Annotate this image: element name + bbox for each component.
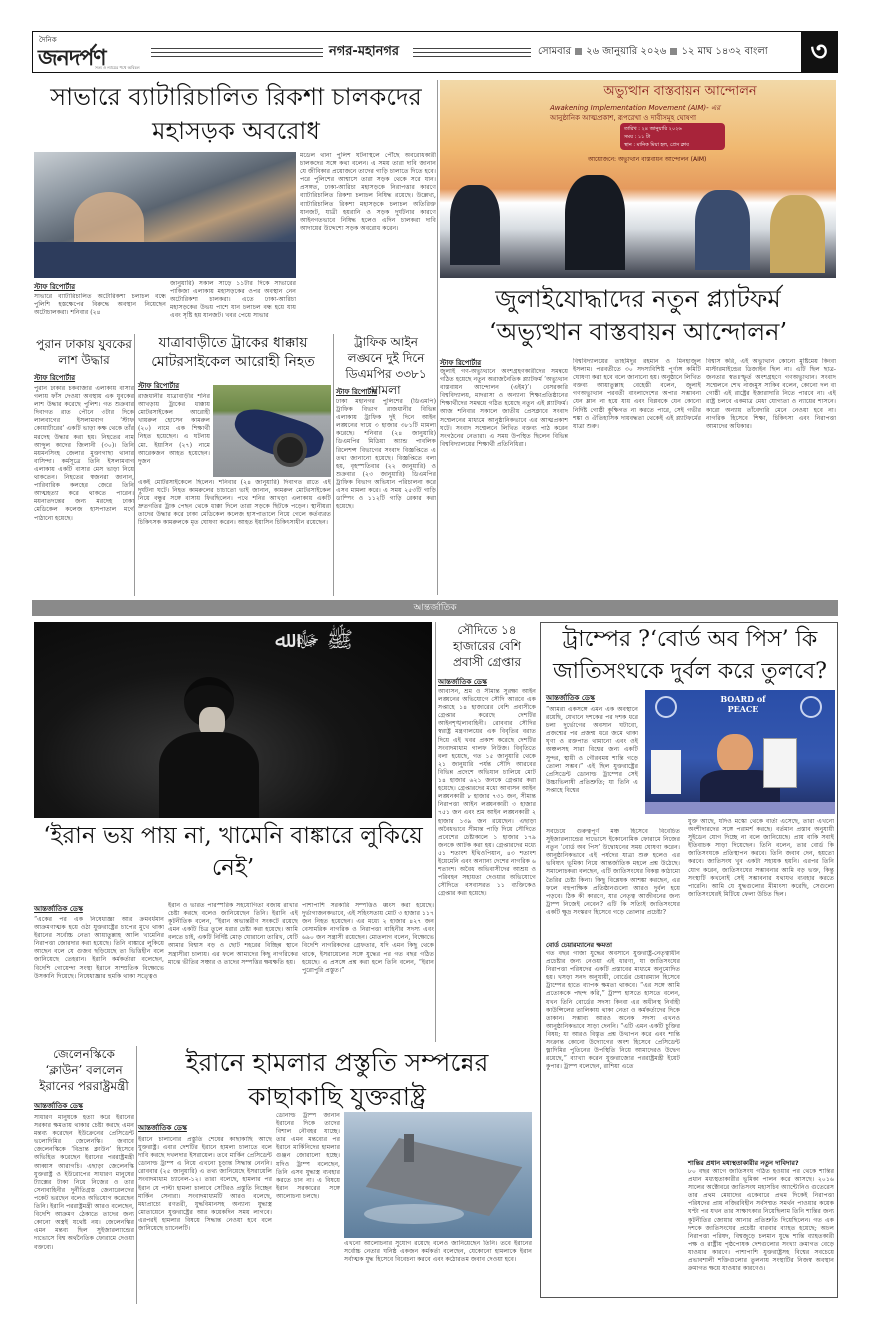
date-line: [538, 44, 768, 61]
board-of-peace-logo: BOARD of PEACE: [720, 694, 766, 714]
stage-banner: [645, 802, 835, 814]
column-divider: [134, 334, 135, 596]
puran-dhaka-headline[interactable]: পুরান ঢাকায় যুবকের লাশ উদ্ধার: [36, 337, 132, 367]
trump-body-col1-b: গত বছর গাজা যুদ্ধের অবসানে যুক্তরাষ্ট্র-নেতৃত্বাধীন প্রচেষ্টার জন্য নেওয়া এই ধারণা, যা জাতিসংঘের নিরাপত্তা পরিষদের একটি প্রস্তাবের মাধ্যমে অনুমোদিত হয়। খসড়া সনদ অনুযায়ী, বোর্ডের চেয়ারম্যান হিসেবে ট্রাম্পের হাতে ব্যাপক ক্ষমতা থাকবে। “এর সঙ্গে আমি প্রত্যেককে পছন্দ করি,” ট্রাম্প হাসতে হাসতে বলেন, যখন তিনি বোর্ডের সদস্য কিংবা এর অধীনস্থ নির্বাহী কাউন্সিলের তালিকায় থাকা নেতা ও কর্মকর্তাদের দিকে তাকান। সম্ভাব্য আরও অনেক সদস্য এখনও আনুষ্ঠানিকভাবে সাড়া দেননি। “এটি এমন একটি চুক্তির বিষয়; যা আরও বিস্তৃত প্রশ্ন উত্থাপন করে এবং শান্তি সংক্রান্ত কোনো উদ্যোগের অংশ হিসেবে প্রেসিডেন্ট ভ্লাদিমির পুতিনের উপস্থিতি নিয়ে আমাদেরও উদ্বেগ রয়েছে,” ব্যাখ্যা করেন যুক্তরাজ্যের পররাষ্ট্রমন্ত্রী ইয়েট কুপার। ট্রাম্প বলেছেন, রাশিয়া এতে: [546, 950, 680, 1071]
speaker-silhouette: [450, 185, 500, 265]
date-bangla: ১২ মাঘ ১৪৩২ বাংলা: [681, 46, 768, 57]
motorcycle-wheel: [273, 433, 307, 467]
masthead: [32, 31, 838, 73]
jatrabari-byline: স্টাফ রিপোর্টার: [138, 382, 180, 390]
savar-protest-photo: [34, 152, 296, 278]
seal-icon: [655, 696, 677, 718]
banner-date: তারিখ : ২৪ জানুয়ারি ২০২৬: [624, 126, 682, 132]
aim-body-col2: বিশ্ববিদ্যালয়ের তাহমিদুর রহমান ও মিনহাজুল ইসলাম। পরবর্তীতে ৩০ সদস্যবিশিষ্ট পূর্ণাঙ্গ কমিটি ঘোষণা করা হবে বলে জানানো হয়। অনুষ্ঠানে লিখিত বক্তব্য আয়াতুল্লাহ বেহেস্তী বলেন, জুলাই গণঅভ্যুত্থান পরবর্তী বাংলাদেশের অপার সম্ভাবনা যেন ম্লান না হয়ে যায় এবং বিপ্লবকে যেন কোনো নির্দিষ্ট গোষ্ঠী কুক্ষিগত না করতে পারে, সেই গভীর শঙ্কা ও ঐতিহাসিক দায়বদ্ধতা থেকেই এই প্ল্যাটফর্মের যাত্রা শুরু।: [573, 358, 701, 430]
logo-prefix: দৈনিক: [39, 36, 57, 44]
jatrabari-body-bottom: একই মোটরসাইকেলে ছিলেন। শনিবার (২৪ জানুয়ারি) দিবাগত রাতে এই দুর্ঘটনা ঘটে। নিহত কামরুলের চাচাতো ভাই জানান, কামরুল মোটরসাইকেল নিয়ে বন্ধুর সঙ্গে বাসায় ফিরছিলেন। পথে শনির আখড়া এলাকায় একটি দ্রুতগতির ট্রাক পেছন থেকে ধাক্কা দিলে তারা সড়কে ছিটকে পড়েন। স্থানীয়রা তাদের উদ্ধার করে ঢাকা মেডিকেল কলেজ হাসপাতালে নিয়ে গেলে কর্তব্যরত চিকিৎসক কামরুলকে মৃত ঘোষণা করেন। আহত ইয়াসিন চিকিৎসাধীন রয়েছেন।: [138, 479, 331, 527]
trump-body-col2-b: ৮০ বছর আগে জাতিসংঘ গঠিত হওয়ার পর থেকে শান্তির প্রধান মধ্যস্থতাকারীর ভূমিকা পালন করে আসছে। ২০১৬ সালের অক্টোবরে জাতিসংঘ মহাসচিব অ্যান্টোনিও গুতেরেস তার প্রথম মেয়াদের একেবারে প্রথম দিকেই নিরাপত্তা পরিষদের প্রায় নজিরবিহীন সর্বসম্মত সমর্থন পাওয়ার কয়েক ঘণ্টা পর যখন তার সাক্ষাৎকার নিয়েছিলাম তিনি শান্তির জন্য কূটনীতির জোয়ার আনার প্রতিশ্রুতি দিয়েছিলেন। গত এক দশকে জাতিসংঘের প্রচেষ্টা বারবার ব্যাহত হয়েছে; অচল নিরাপত্তা পরিষদ, বিশ্বজুড়ে চলমান যুদ্ধে শান্তি ব্যাহতকারী পক্ষ ও রাষ্ট্রীয় পৃষ্ঠপোষক দেশগুলোর সংখ্যা ক্রমাগত বেড়ে যাওয়ার কারণে। পাশাপাশি যুক্তরাষ্ট্রসহ বিশ্বের সবচেয়ে প্রভাবশালী শক্তিগুলোর তুলনায় সংস্থাটির নিজস্ব অবস্থান ক্রমাগত ক্ষয়ে যাওয়ার কারণেও।: [688, 1168, 834, 1273]
aim-headline-line1: জুলাইযোদ্ধাদের নতুন প্ল্যাটফর্ম: [495, 285, 781, 313]
page-number: ৩: [801, 32, 837, 72]
banner-english: Awakening Implementation Movement (AIM)- এর: [550, 104, 721, 112]
column-divider: [437, 80, 438, 595]
puran-dhaka-body: পুরান ঢাকার চকবাজার এলাকায় বাসার গলায় ফাঁস দেওয়া অবস্থায় এক যুবকের লাশ উদ্ধার করেছে পুলিশ। গত শুক্রবার দিবাগত রাত পৌনে ৩টার দিকে লালবাগের ইসলামবাগ ‘স্টাফ কোয়ার্টারের’ একটি ভাড়া কক্ষ থেকে তাঁর মরদেহ উদ্ধার করা হয়। নিহতের নাম আব্দুল কাদের জিলানী (৩০)। তিনি ময়মনসিংহ জেলার মুক্তাগাছা থানার বাসিন্দা। কর্মসূত্রে তিনি ইসলামবাগ এলাকায় একটি বাসার মেস ভাড়া নিয়ে থাকতেন। নিহতের স্বজনরা জানান, পারিবারিক কলহের জেরে তিনি আত্মহত্যা করে থাকতে পারেন। ময়নাতদন্তের জন্য মরদেহ ঢাকা মেডিকেল কলেজ হাসপাতাল মর্গে পাঠানো হয়েছে।: [34, 385, 134, 522]
aim-body-col3: বিশ্বাস করি, এই অভ্যুত্থান কোনো মুষ্টিমেয় কিংবা মাস্টারমাইন্ডের ডিজাইন ছিল না। এটি ছিল ছাত্র-জনতার স্বতঃস্ফূর্ত অংশগ্রহণে গণঅভ্যুত্থান। সংবাদ সম্মেলনে শেখ নাজমুস সাকিব বলেন, কোনো দল বা গোষ্ঠী এই রাষ্ট্রের ইজারাদারি নিতে পারবে না। এই রাষ্ট্র চলবে একমাত্র মেধা যোগ্যতা ও ন্যায়ের শাসনে। কারো অন্যায় তাঁবেদারি মেনে নেওয়া হবে না। নাগরিক হিসেবে শিক্ষা, চিকিৎসা এবং নিরাপত্তা আমাদের অধিকার।: [706, 358, 836, 430]
trump-body-col1: সবচেয়ে গুরুত্বপূর্ণ মঞ্চ হিসেবে বিবেচিত সুইজারল্যান্ডের দাভোসে ইকোনোমিক ফোরামে নিজের নতুন ‘বোর্ড অব পিস’ উদ্বোধনের সময় ঘোষণা করেন। আনুষ্ঠানিকভাবে এই পর্ষদের যাত্রা শুরু হলেও এর ভবিষ্যৎ ভূমিকা নিয়ে আন্তর্জাতিক মহলে প্রশ্ন উঠেছে। সমালোচকরা বলছেন, এটি জাতিসংঘের বিকল্প কাঠামো তৈরির চেষ্টা কিনা। কিছু বিশ্লেষক আশঙ্কা করছেন, এর ফলে বহুপাক্ষিক প্রতিষ্ঠানগুলো আরও দুর্বল হয়ে পড়বে। ঠিক কী কারণে, যার নেতৃত্ব আজীবনের জন্য ট্রাম্প নিজেই নেবেন? এটি কি সত্যিই জাতিসংঘের একটি ক্ষুদ্র সংস্করণ হিসেবে গড়ে তোলার প্রচেষ্টা?: [546, 828, 680, 916]
iran-attack-body-col2: ডোনাল্ড ট্রাম্প জানান ইরানের দিকে তাদের বিশাল নৌবহর যাচ্ছে। তার এমন মন্তব্যের পর ইরানে মার্কিনিদের হামলার গুঞ্জন জোরালো হচ্ছে। যদিও ট্রাম্প বলেছেন, তিনি এসব যুদ্ধাস্ত্র ব্যবহার করতে চান না। এ বিষয়ে ইরান সরকারের সঙ্গে আলোচনা চলছে।: [276, 1112, 340, 1200]
khamenei-photo: [34, 622, 432, 818]
puran-dhaka-byline: স্টাফ রিপোর্টার: [34, 374, 76, 382]
section-bar-international: আন্তর্জাতিক: [32, 600, 838, 616]
column-divider: [333, 334, 334, 596]
separator-square-icon: [575, 48, 582, 55]
khamenei-headline[interactable]: ‘ইরান ভয় পায় না, খামেনি বাঙ্কারে লুকিয়ে নেই’: [43, 823, 423, 881]
jatrabari-headline[interactable]: যাত্রাবাড়ীতে ট্রাকের ধাক্কায় মোটরসাইকেল আরোহী নিহত: [151, 335, 315, 370]
motorcycle-accident-photo: [213, 385, 331, 477]
board-of-peace-photo: [645, 690, 835, 814]
zelensky-byline: আন্তর্জাতিক ডেস্ক: [34, 1102, 83, 1110]
document: [651, 750, 681, 794]
trump-body-col1-top: “আমরা একসঙ্গে এমন এক অবস্থানে রয়েছি, যেখানে দশকের পর দশক ধরে চলা দুর্ভোগের অবসান ঘটাবো, প্রজন্মের পর প্রজন্ম ধরে জমে থাকা ঘৃণা ও রক্তপাত থামানো এবং ওই অঞ্চলসহ সারা বিশ্বের জন্য একটি সুন্দর, স্থায়ী ও গৌরবময় শান্তি গড়ে তোলা সম্ভব।” এই ছিল যুক্তরাষ্ট্রের প্রেসিডেন্ট ডোনাল্ড ট্রাম্পের সেই উচ্চাভিলাষী প্রতিশ্রুতি; যা তিনি এ সপ্তাহে বিশ্বের: [546, 706, 638, 794]
khamenei-body-col3: পাশাপাশি সরকারি সম্পত্তিও ধ্বংস করা হয়েছে। দুর্ভাগ্যজনকভাবে, এই সহিংসতায় মোট ৩ হাজার ১১৭ জন নিহত হয়েছেন। এর মধ্যে ২ হাজার ৪২৭ জন বেসামরিক নাগরিক ও নিরাপত্তা বাহিনীর সদস্য এবং ৬৯০ জন সন্ত্রাসী রয়েছেন। মোতলাগ বলেন, বিক্ষোভে বিদেশি নাগরিকদের গ্রেফতার, যদি এমন কিছু থেকে থাকে, ইসরায়েলের সঙ্গে যুদ্ধের পর গত বছর গঠিত হয়েছে। এ প্রসঙ্গে প্রশ্ন করা হলে তিনি বলেন, “ইরান পুরোপুরি প্রস্তুত।”: [302, 902, 434, 974]
zelensky-headline[interactable]: জেলেনস্কিকে ‘ক্লাউন’ বললেন ইরানের পররাষ্ট্রমন্ত্রী: [39, 1047, 129, 1093]
traffic-body: ঢাকা মহানগর পুলিশের (ডিএমপি) ট্রাফিক বিভাগ রাজধানীর বিভিন্ন এলাকায় ট্রাফিক দুই দিনে আইন লঙ্ঘনের দায়ে ৩ হাজার ৩৮১টি মামলা করেছে। শনিবার (২৪ জানুয়ারি) ডিএমপির মিডিয়া অ্যান্ড পাবলিক রিলেশন্স বিভাগের সংবাদ বিজ্ঞপ্তিতে এ তথ্য জানানো হয়েছে। বিজ্ঞপ্তিতে বলা হয়, বৃহস্পতিবার (২২ জানুয়ারি) ও শুক্রবার (২৩ জানুয়ারি) ডিএমপির ট্রাফিক বিভাগ অভিযান পরিচালনা করে এসব মামলা করে। এ সময় ২৫৩টি গাড়ি ডাম্পিং ও ১১২টি গাড়ি রেকার করা হয়েছে।: [336, 398, 436, 511]
date-gregorian: ২৬ জানুয়ারি ২০২৬: [586, 46, 667, 57]
speaker-silhouette: [770, 195, 825, 273]
banner-info-box: [620, 123, 725, 150]
savar-body-col3: মডেল থানা পুলিশ ঘটনাস্থলে পৌঁছে অবরোধকারী চালকদের সঙ্গে কথা বলেন। এ সময় তারা দাবি জানান যে জীবিকার প্রয়োজনে তাদের গাড়ি চালাতে দিতে হবে। পরে পুলিশের আশ্বাসে তারা সড়ক থেকে সরে যান। প্রসঙ্গত, ঢাকা-আরিচা মহাসড়কে নিরাপত্তার কারণে ব্যাটারিচালিত রিকশা চলাচল নিষিদ্ধ রয়েছে। উল্লেখ্য, ব্যাটারিচালিত রিকশা মহাসড়কে চলাচল অতিরিক্ত যানজট, যাত্রী হয়রানি ও সড়ক দুর্ঘটনার কারণে আইনগতভাবে নিষিদ্ধ হলেও এদিন চালকরা দাবি আদায়ের উদ্দেশ্যে সড়ক অবরোধ করেন।: [300, 152, 436, 232]
separator-square-icon: [670, 48, 677, 55]
aircraft-carrier-photo: [344, 1112, 532, 1238]
savar-headline[interactable]: সাভারে ব্যাটারিচালিত রিকশা চালকদের মহাসড়ক অবরোধ: [50, 83, 422, 145]
banner-subtitle: আনুষ্ঠানিক আত্মপ্রকাশ, রূপরেখা ও দাবীসমূহ ঘোষণা: [550, 114, 696, 122]
column-divider: [136, 1046, 137, 1304]
decorative-rules: [151, 46, 323, 60]
trump-subhead-chairman: বোর্ড চেয়ারম্যানের ক্ষমতা: [546, 941, 612, 949]
calligraphy-banner-icon: ﷺ ﷻ ﷲ: [274, 628, 354, 653]
speaker-silhouette: [695, 190, 750, 270]
trump-byline: আন্তর্জাতিক ডেস্ক: [546, 694, 595, 702]
saudi-byline: আন্তর্জাতিক ডেস্ক: [438, 678, 487, 686]
khamenei-byline: আন্তর্জাতিক ডেস্ক: [34, 905, 83, 913]
wake: [364, 1204, 464, 1224]
banner-organizer: আয়োজনে: অভ্যুত্থান বাস্তবায়ন আন্দোলন (AIM): [588, 156, 707, 163]
traffic-headline[interactable]: ট্রাফিক আইন লঙ্ঘনে দুই দিনে ডিএমপির ৩৩৮১ মামলা: [345, 335, 427, 397]
seal-icon: [800, 696, 822, 718]
trump-face: [717, 734, 753, 774]
khamenei-body-col2: ইরান ও ভারত পারস্পরিক সহযোগিতা বজায় রাখার চেষ্টা করছে বলেও জানিয়েছেন তিনি। ইরানি এই কূটনীতিক বলেন, “ইরান অভ্যন্তরীণ সংকটে রয়েছে এমন একটি চিত্র তুলে ধরার চেষ্টা করা হয়েছে। আমি বলতে চাই, একটি নির্দিষ্ট মোড় ঘোরানো তারিখ, যেটি আমার বিশ্বাস বড় ও ছোট শহরের বিচ্ছিন্ন স্থানে সন্ত্রাসীরা চালায়। এর ফলে আমাদের কিছু নাগরিকের মাঝে ভীতির সঞ্চার ও তাদের সম্পত্তির ক্ষয়ক্ষতি হয়।: [168, 902, 298, 966]
iran-attack-body-col1: ইরানে চালানোর প্রস্তুতি শেষের কাছাকাছি আছে যুক্তরাষ্ট্র। এবার দেশটির ইরানে হামলা চালাতে বলে দাবি করছে দখলদার ইসরায়েল। তবে মার্কিন প্রেসিডেন্ট ডোনাল্ড ট্রাম্প এ নিয়ে এখনো চূড়ান্ত সিদ্ধান্ত নেননি। রোববার (২৫ জানুয়ারি) এ তথ্য জানিয়েছে ইসরায়েলি সংবাদমাধ্যম চ্যানেল-১২। তারা বলেছে, হামলার পর ইরান যে পাল্টা হামলা চালাবে সেটিরও প্রস্তুতি নিচ্ছেন মার্কিন সেনারা। সংবাদমাধ্যমটি আরও বলেছে, মধ্যপ্রাচ্যে রণতরী, যুদ্ধবিমানসহ অন্যান্য যুদ্ধাস্ত্র মোতায়েনে যুক্তরাষ্ট্রের আর কয়েকদিন সময় লাগবে। এরপরই হামলার বিষয়ে সিদ্ধান্ত নেওয়া হবে বলে জানিয়েছে চ্যানেলটি।: [138, 1136, 272, 1233]
aim-byline: স্টাফ রিপোর্টার: [440, 359, 482, 367]
savar-body-col2: জানুয়ারি) সকাল সাড়ে ১১টার দিকে সাভারের পাকিজা এলাকায় মহাসড়কের ওপর অবস্থান নেন অটোরিকশা চালকরা। এতে ঢাকা-আরিচা মহাসড়কের উভয় পাশে যান চলাচল বন্ধ হয়ে যায় এবং সৃষ্টি হয় যানজট। খবর পেয়ে সাভার: [170, 280, 296, 320]
savar-byline: স্টাফ রিপোর্টার: [34, 283, 76, 291]
khamenei-body-col1: “একের পর এক নিষেধাজ্ঞা আর ক্রমবর্ধমান আক্রমণাত্মক হয়ে ওঠা যুক্তরাষ্ট্রের চাপের মুখে থাকা ইরানের সর্বোচ্চ নেতা আয়াতুল্লাহ আলি খামেনির নিরাপত্তা জোরদার করা হয়েছে। তিনি বাঙ্কারে লুকিয়ে আছেন বলে যে গুজব ছড়িয়েছে তা ভিত্তিহীন বলে জানিয়েছে তেহরান। ইরানি কর্মকর্তারা বলেছেন, বিদেশি গোয়েন্দা সংস্থা ইরানে সাম্প্রতিক বিক্ষোভে উসকানি দিয়েছে। নিষেধাজ্ঞার হুমকি থাকা সত্ত্বেও: [34, 916, 164, 980]
zelensky-body: সাধারণ মানুষকে হত্যা করে ইরানের সরকার ক্ষমতায় থাকার চেষ্টা করছে এমন মন্তব্য করেছেন ইউক্রেনের প্রেসিডেন্ট ভলোদিমির জেলেনস্কি। জবাবে জেলেনস্কিকে ‘বিভ্রান্ত ক্লাউন’ হিসেবে অভিহিত করেছেন ইরানের পররাষ্ট্রমন্ত্রী আব্বাস আরাগচি। এছাড়া জেলেনস্কি যুক্তরাষ্ট্র ও ইউরোপের সাধারণ মানুষের ট্যাক্সের টাকা নিয়ে নিজের ও তার সেনাবাহিনীর দুর্নীতিগ্রস্ত জেনারেলদের পকেট ভরছেন বলেও অভিযোগ করেছেন তিনি। ইরানি পররাষ্ট্রমন্ত্রী আরও বলেছেন, বিদেশি আক্রমণ ঠেকাতে তাদের জন্য কোনো অস্ত্রই যথেষ্ট নয়। জেলেনস্কির এমন মন্তব্য ছিল সুইজারল্যান্ডের দাভোসে বিশ্ব অর্থনৈতিক ফোরামে দেওয়া বক্তব্যে।: [34, 1114, 134, 1251]
decorative-rules: [413, 46, 531, 60]
carrier-tower: [404, 1134, 414, 1162]
savar-body-col1: সাভারে ব্যাটারিচালিত অটোরিকশা চলাচল বন্ধে পুলিশি হস্তক্ষেপের বিরুদ্ধে অবস্থান নিয়েছেন অটোচালকরা। শনিবার (২৪: [34, 293, 166, 317]
robe-silhouette: [159, 732, 259, 818]
banner-place: স্থান : মানিক মিয়া হল, প্রেস ক্লাব: [624, 142, 689, 148]
trump-subhead-mediator: শান্তির প্রধান মধ্যস্থতাকারীর নতুন দাবিদার?: [688, 1159, 799, 1167]
traffic-byline: স্টাফ রিপোর্টার: [336, 388, 378, 396]
aim-body-col1: জুলাই গণ-অভ্যুত্থানে অংশগ্রহণকারীদের সমন্বয়ে গঠিত হয়েছে নতুন অরাজনৈতিক প্ল্যাটফর্ম ‘অভ্যুত্থান বাস্তবায়ন আন্দোলন (এইম)’। বেসরকারি বিশ্ববিদ্যালয়, মাদরাসা ও অন্যান্য শিক্ষাপ্রতিষ্ঠানের শিক্ষার্থীদের সমন্বয়ে গঠিত হয়েছে নতুন এই প্ল্যাটফর্ম। আজ শনিবার সকালে জাতীয় প্রেসক্লাবে সংবাদ সম্মেলনের মাধ্যমে আনুষ্ঠানিকভাবে এর আত্মপ্রকাশ ঘটে। সংবাদ সম্মেলনে লিখিত বক্তব্য পাঠ করেন সংগঠনের নেতারা। এ সময় উপস্থিত ছিলেন বিভিন্ন বিশ্ববিদ্যালয়ের শিক্ষার্থী প্রতিনিধিরা।: [440, 368, 568, 448]
saudi-headline[interactable]: সৌদিতে ১৪ হাজারের বেশি প্রবাসী গ্রেপ্তার: [452, 623, 522, 669]
trump-body-col2: যুক্ত আছে, যদিও মস্কো থেকে বার্তা এসেছে, তারা এখনো অংশীদারদের সঙ্গে পরামর্শ করছে। বর্তমান প্রস্তাব অনুযায়ী সুইডেন যোগ দিচ্ছে না বলে জানিয়েছে। প্রায় বাকি সবাই ইতিবাচক সাড়া দিয়েছেন। তিনি বলেন, তার বোর্ড কি জাতিসংঘকে প্রতিস্থাপন করবে। তিনি জবাব দেন, হয়তো করবে। জাতিসংঘ খুব একটা সহায়ক হয়নি। এরপর তিনি যোগ করেন, জাতিসংঘের সম্ভাবনার আমি বড় ভক্ত, কিন্তু সংস্থাটি কখনোই সেই সম্ভাবনার যথাযথ ব্যবহার করতে পারেনি। আমি যে যুদ্ধগুলোর মীমাংসা করেছি, সেগুলো জাতিসংঘেরই মিটিয়ে ফেলা উচিত ছিল।: [688, 818, 834, 898]
newspaper-logo[interactable]: জনদর্পণ: [38, 45, 106, 71]
trump-headline[interactable]: ট্রাম্পের ?‘বোর্ড অব পিস’ কি জাতিসংঘকে দুর্বল করে তুলবে?: [553, 627, 827, 684]
section-title: নগর-মহানগর: [329, 44, 400, 59]
aim-headline[interactable]: [440, 283, 836, 349]
jatrabari-body-col1: রাজধানীর যাত্রাবাড়ীর শনির আখড়ায় ট্রাকের ধাক্কায় মোটরসাইকেল আরোহী খায়রুল হোসেন কামরুল (২০) নামে এক শিক্ষার্থী নিহত হয়েছেন। এ ঘটনায় মো. ইয়াসিন (২৭) নামে আরেকজন আহত হয়েছেন। দুজন: [138, 393, 210, 465]
iran-attack-headline[interactable]: ইরানে হামলার প্রস্তুতি সম্পন্নের কাছাকাছি যুক্তরাষ্ট্র: [185, 1048, 489, 1111]
logo-tagline: সত্য ও ন্যায়ের পথে অবিচল: [95, 65, 140, 70]
signed-document: [763, 738, 797, 788]
iran-attack-body-bottom: এখনো আলোচনার সুযোগ রয়েছে বলেও জানিয়েছেন তিনি। তবে ইরানের সর্বোচ্চ নেতার ঘনিষ্ঠ একজন কর্মকর্তা বলেছেন, যেকোনো হামলাকে ইরান সর্বাত্মক যুদ্ধ হিসেবে বিবেচনা করবে এবং কঠোরতম জবাব দেওয়া হবে।: [344, 1240, 532, 1264]
column-divider: [435, 622, 436, 1042]
banner-title: অভ্যুত্থান বাস্তবায়ন আন্দোলন: [603, 84, 757, 99]
saudi-body: আবাসন, শ্রম ও সীমান্ত সুরক্ষা আইন লঙ্ঘনের অভিযোগে সৌদি আরবে এক সপ্তাহে ১৪ হাজারের বেশি প্রবাসীকে গ্রেপ্তার করেছে দেশটির আইনশৃঙ্খলাবাহিনী। রোববার সৌদির স্বরাষ্ট্র মন্ত্রণালয়ের এক বিবৃতির বরাত দিয়ে এই খবর প্রকাশ করেছে দেশটির সংবাদমাধ্যম গালফ নিউজ। বিবৃতিতে বলা হয়েছে, গত ১৫ জানুয়ারি থেকে ২১ জানুয়ারি পর্যন্ত সৌদি আরবের বিভিন্ন প্রদেশে অভিযান চালিয়ে মোট ১৪ হাজার ৬২১ জনকে গ্রেপ্তার করা হয়েছে। গ্রেপ্তারদের মধ্যে আবাসন আইন লঙ্ঘনকারী ৮ হাজার ৭৩১ জন, সীমান্ত নিরাপত্তা আইন লঙ্ঘনকারী ৩ হাজার ৭৫১ জন এবং শ্রম আইন লঙ্ঘনকারী ২ হাজার ১৩৯ জন রয়েছেন। এছাড়া অবৈধভাবে সীমান্ত পাড়ি দিয়ে সৌদিতে প্রবেশের চেষ্টাকালে ১ হাজার ১৭৯ জনকে আটক করা হয়। গ্রেপ্তারদের মধ্যে ৫১ শতাংশ ইথিওপিয়ান, ৪৩ শতাংশ ইয়েমেনি এবং অন্যান্য দেশের নাগরিক ৬ শতাংশ। অবৈধ অভিবাসীদের আশ্রয় ও পরিবহন সহায়তা দেওয়ার অভিযোগে সৌদিতে বসবাসরত ১১ ব্যক্তিকেও গ্রেপ্তার করা হয়েছে।: [438, 688, 536, 898]
banner-time: সময় : ১১ টা: [624, 134, 651, 140]
aim-press-conference-photo: [440, 80, 836, 278]
aim-headline-line2: ‘অভ্যুত্থান বাস্তবায়ন আন্দোলন’: [488, 318, 788, 346]
iran-attack-byline: আন্তর্জাতিক ডেস্ক: [138, 1124, 187, 1132]
weekday: সোমবার: [538, 46, 572, 57]
speaker-silhouette: [565, 175, 625, 270]
